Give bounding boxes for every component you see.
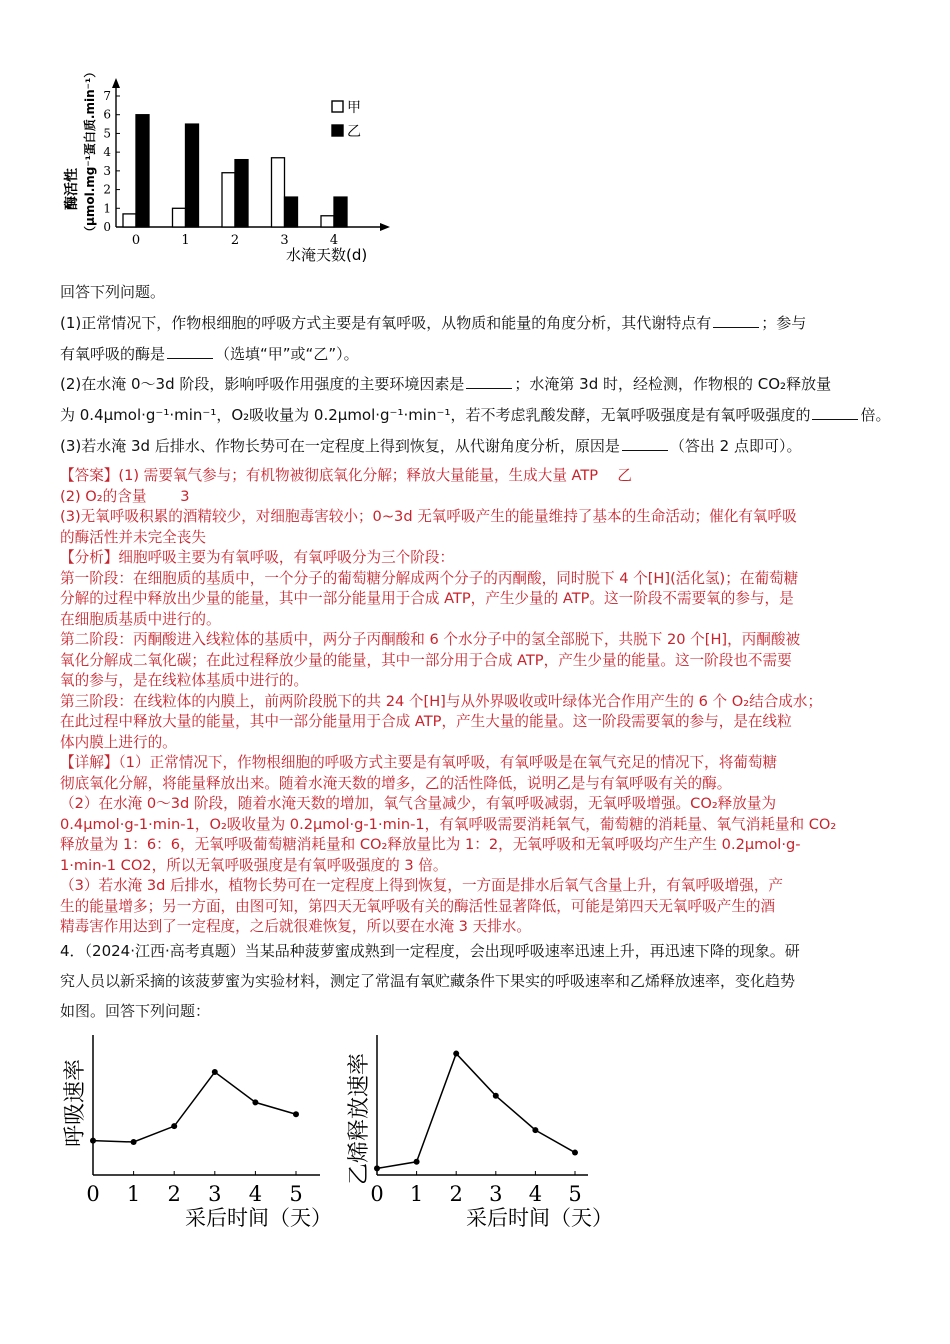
x-tick-label: 4 bbox=[528, 1182, 543, 1206]
fig1-bar-yi bbox=[136, 115, 149, 227]
q1-blank-1[interactable] bbox=[713, 313, 759, 328]
q1-text-a: (1)正常情况下，作物根细胞的呼吸方式主要是有氧呼吸，从物质和能量的角度分析，其代谢特点有 bbox=[60, 314, 712, 332]
question-4 bbox=[60, 936, 896, 1026]
answer-line: 体内膜上进行的。 bbox=[60, 733, 177, 751]
answer-line: 1·min-1 CO2，所以无氧呼吸强度是有氧呼吸强度的 3 倍。 bbox=[60, 856, 448, 874]
answer-line: 在此过程中释放大量的能量，其中一部分能量用于合成 ATP，产生大量的能量。这一阶段需要氧的参与，是在线粒 bbox=[60, 713, 792, 730]
x-tick-label: 4 bbox=[248, 1182, 263, 1206]
q2-text-d: 倍。 bbox=[860, 406, 891, 424]
answer-line: （3）若水淹 3d 后排水，植物长势可在一定程度上得到恢复，一方面是排水后氧气含量上升，有氧呼吸增强，产 bbox=[60, 877, 784, 894]
x-tick-label: 2 bbox=[449, 1182, 463, 1206]
data-point bbox=[374, 1165, 380, 1171]
fig1-x-tick-label: 0 bbox=[131, 233, 141, 248]
fig1-bar-jia bbox=[222, 173, 235, 227]
answer-line: 第二阶段：丙酮酸进入线粒体的基质中，两分子丙酮酸和 6 个水分子中的氢全部脱下，共脱下 20 个[H]，丙酮酸被 bbox=[60, 631, 801, 648]
answer-line: 的酶活性并未完全丧失 bbox=[60, 528, 206, 546]
q3-text-a: (3)若水淹 3d 后排水、作物长势可在一定程度上得到恢复，从代谢角度分析，原因是 bbox=[60, 437, 620, 455]
data-point bbox=[453, 1051, 459, 1057]
answer-line: 氧的参与，是在线粒体基质中进行的。 bbox=[60, 672, 309, 689]
x-tick-label: 1 bbox=[126, 1182, 141, 1206]
q1-text-b: ；参与 bbox=[761, 314, 807, 332]
answer-line: 在细胞质基质中进行的。 bbox=[60, 610, 221, 628]
answer-line: 【详解】（1）正常情况下，作物根细胞的呼吸方式主要是有氧呼吸，有氧呼吸是在氧气充足的情况下，将葡萄糖 bbox=[60, 754, 778, 771]
x-tick-label: 0 bbox=[370, 1182, 384, 1206]
answer-line: 第三阶段：在线粒体的内膜上，前两阶段脱下的共 24 个[H]与从外界吸收或叶绿体光合作用产生的 6 个 O₂结合成水； bbox=[60, 692, 823, 710]
question-2 bbox=[60, 369, 896, 431]
data-point bbox=[293, 1111, 299, 1117]
answer-line: （2）在水淹 0～3d 阶段，随着水淹天数的增加，氧气含量减少，有氧呼吸减弱，无氧呼吸增强。CO₂释放量为 bbox=[60, 795, 777, 812]
fig1-x-tick-label: 4 bbox=[329, 233, 339, 248]
answer-line: 释放量为 1：6：6，无氧呼吸葡萄糖消耗量和 CO₂释放量比为 1：2，无氧呼吸和无氧呼吸均产生产生 0.2μmol·g- bbox=[60, 836, 801, 853]
fig1-bar-jia bbox=[272, 158, 285, 227]
legend-swatch-yi bbox=[332, 125, 343, 136]
chart-ylabel: 乙烯释放速率 bbox=[347, 1052, 372, 1185]
question-1 bbox=[60, 308, 896, 370]
q4-line-2: 究人员以新采摘的该菠萝蜜为实验材料，测定了常温有氧贮藏条件下果实的呼吸速率和乙烯释放速率，变化趋势 bbox=[60, 972, 796, 990]
fig1-x-tick-label: 2 bbox=[230, 233, 240, 248]
q3-text-b: （答出 2 点即可）。 bbox=[669, 437, 802, 455]
fig1-bar-yi bbox=[334, 197, 347, 227]
answer-line: 0.4μmol·g-1·min-1，O₂吸收量为 0.2μmol·g-1·min-1，有氧呼吸需要消耗氧气，葡萄糖的消耗量、氧气消耗量和 CO₂ bbox=[60, 815, 837, 833]
legend-label-yi: 乙 bbox=[347, 124, 361, 140]
q2-blank-2[interactable] bbox=[812, 405, 858, 420]
q4-line-1: 4．（2024·江西·高考真题）当某品种菠萝蜜成熟到一定程度，会出现呼吸速率迅速上升，再迅速下降的现象。研 bbox=[60, 942, 800, 960]
x-tick-label: 1 bbox=[409, 1182, 424, 1206]
fig1-y-tick-label: 7 bbox=[103, 89, 111, 103]
fig1-y-tick-label: 1 bbox=[103, 201, 111, 216]
fig1-legend bbox=[332, 100, 361, 140]
answer-explanation bbox=[60, 466, 896, 938]
fig1-x-tick-label: 3 bbox=[280, 233, 289, 248]
data-point bbox=[90, 1138, 96, 1144]
q2-text-a: (2)在水淹 0～3d 阶段，影响呼吸作用强度的主要环境因素是 bbox=[60, 375, 465, 393]
x-tick-label: 3 bbox=[208, 1182, 222, 1206]
x-tick-label: 3 bbox=[489, 1182, 503, 1206]
fig1-ylabel bbox=[63, 66, 97, 238]
fig1-xlabel: 水淹天数(d) bbox=[286, 246, 368, 262]
q2-blank-1[interactable] bbox=[466, 374, 512, 389]
ethylene-release-line-chart bbox=[343, 1025, 623, 1240]
fig1-ylabel-line2: （μmol.mg⁻¹蛋白质.min⁻¹） bbox=[83, 65, 97, 238]
q1-text-c: 有氧呼吸的酶是 bbox=[60, 345, 166, 363]
fig1-x-tick-label: 1 bbox=[181, 233, 190, 248]
answer-line: 【分析】细胞呼吸主要为有氧呼吸，有氧呼吸分为三个阶段： bbox=[60, 549, 455, 566]
fig1-bars bbox=[123, 115, 347, 227]
answer-line: 【答案】(1) 需要氧气参与；有机物被彻底氧化分解；释放大量能量，生成大量 ATP 乙 bbox=[60, 467, 632, 484]
legend-swatch-jia bbox=[332, 101, 343, 112]
question-intro-text: 回答下列问题。 bbox=[60, 283, 166, 301]
x-tick-label: 5 bbox=[568, 1182, 582, 1206]
fig1-y-tick-label: 6 bbox=[103, 107, 111, 122]
chart-xlabel: 采后时间（天） bbox=[185, 1206, 332, 1230]
data-point bbox=[131, 1139, 137, 1145]
q1-text-d: （选填“甲”或“乙”）。 bbox=[215, 345, 359, 363]
fig1-y-arrow bbox=[112, 78, 120, 88]
fig1-bar-jia bbox=[321, 216, 334, 227]
question-3 bbox=[60, 431, 896, 462]
answer-line: 分解的过程中释放出少量的能量，其中一部分能量用于合成 ATP，产生少量的 ATP。这一阶段不需要氧的参与，是 bbox=[60, 590, 794, 607]
fig1-y-tick-label: 4 bbox=[103, 145, 111, 160]
chart-xlabel: 采后时间（天） bbox=[466, 1206, 613, 1230]
answer-line: 第一阶段：在细胞质的基质中，一个分子的葡萄糖分解成两个分子的丙酮酸，同时脱下 4 个[H](活化氢)；在葡萄糖 bbox=[60, 569, 799, 587]
q1-blank-2[interactable] bbox=[167, 344, 213, 359]
fig1-bar-yi bbox=[285, 197, 298, 227]
respiration-rate-line-chart bbox=[60, 1025, 350, 1240]
fig1-bar-jia bbox=[123, 214, 136, 227]
q4-line-3: 如图。回答下列问题： bbox=[60, 1002, 211, 1020]
fig1-bar-jia bbox=[173, 208, 186, 227]
x-tick-label: 0 bbox=[86, 1182, 100, 1206]
q3-blank-1[interactable] bbox=[622, 436, 668, 451]
data-point bbox=[532, 1127, 538, 1133]
legend-label-jia: 甲 bbox=[347, 100, 361, 116]
fig1-ylabel-line1: 酶活性 bbox=[64, 168, 80, 210]
enzyme-activity-bar-chart bbox=[60, 62, 390, 262]
answer-line: 精毒害作用达到了一定程度，之后就很难恢复，所以要在水淹 3 天排水。 bbox=[60, 918, 531, 935]
answer-line: 彻底氧化分解，将能量释放出来。随着水淹天数的增多，乙的活性降低，说明乙是与有氧呼吸有关的酶。 bbox=[60, 774, 732, 792]
fig1-y-tick-label: 2 bbox=[103, 182, 111, 197]
data-point bbox=[252, 1099, 258, 1105]
x-tick-label: 2 bbox=[167, 1182, 181, 1206]
q2-text-c: 为 0.4μmol·g⁻¹·min⁻¹，O₂吸收量为 0.2μmol·g⁻¹·min⁻¹，若不考虑乳酸发酵，无氧呼吸强度是有氧呼吸强度的 bbox=[60, 406, 811, 424]
fig1-x-arrow bbox=[380, 223, 390, 231]
data-point bbox=[493, 1093, 499, 1099]
series-line bbox=[93, 1072, 296, 1142]
fig1-y-tick-label: 5 bbox=[103, 126, 111, 141]
answer-line: 氧化分解成二氧化碳；在此过程释放少量的能量，其中一部分用于合成 ATP，产生少量的能量。这一阶段也不需要 bbox=[60, 651, 792, 669]
fig1-y-tick-label: 0 bbox=[103, 220, 111, 234]
fig1-y-tick-label: 3 bbox=[103, 163, 111, 178]
x-tick-label: 5 bbox=[289, 1182, 303, 1206]
data-point bbox=[414, 1159, 420, 1165]
fig1-bar-yi bbox=[235, 160, 248, 227]
data-point bbox=[171, 1123, 177, 1129]
answer-line: 生的能量增多；另一方面，由图可知，第四天无氧呼吸有关的酶活性显著降低，可能是第四天无氧呼吸产生的酒 bbox=[60, 897, 776, 915]
fig1-bar-yi bbox=[186, 124, 199, 227]
data-point bbox=[572, 1150, 578, 1156]
data-point bbox=[212, 1069, 218, 1075]
series-line bbox=[377, 1054, 575, 1169]
answer-line: (2) O₂的含量 3 bbox=[60, 487, 190, 505]
q2-text-b: ；水淹第 3d 时，经检测，作物根的 CO₂释放量 bbox=[514, 375, 832, 393]
question-intro bbox=[60, 277, 896, 308]
answer-line: (3)无氧呼吸积累的酒精较少，对细胞毒害较小；0~3d 无氧呼吸产生的能量维持了基本的生命活动；催化有氧呼吸 bbox=[60, 508, 797, 525]
chart-ylabel: 呼吸速率 bbox=[63, 1058, 88, 1147]
